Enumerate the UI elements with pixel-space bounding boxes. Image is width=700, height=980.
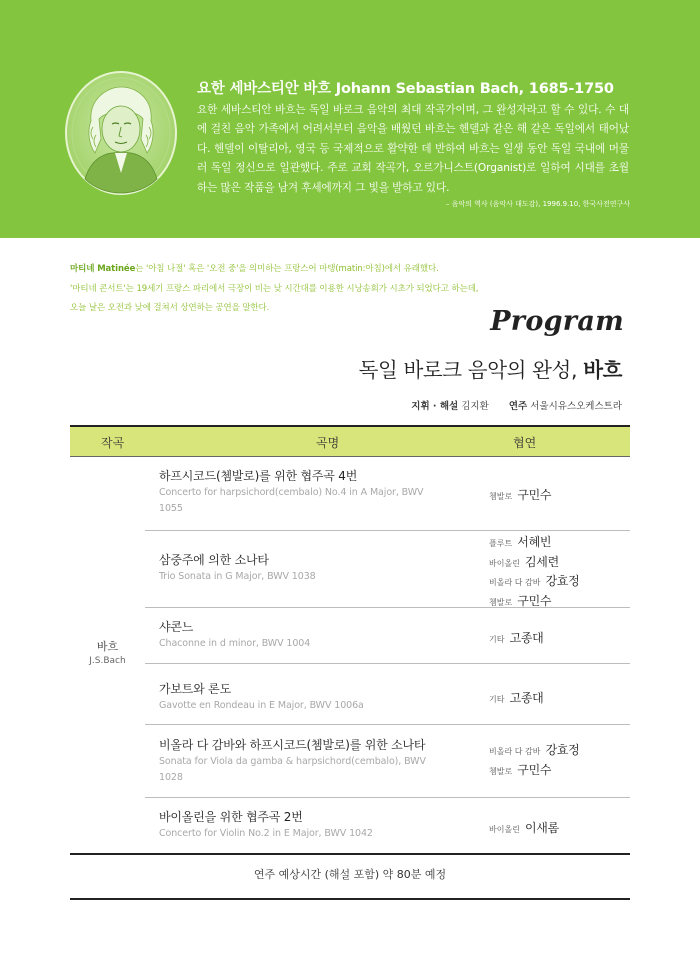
piece-title-en: Chaconne in d minor, BWV 1004 bbox=[159, 638, 311, 649]
performer-list bbox=[489, 740, 629, 780]
performer bbox=[489, 484, 629, 503]
bach-portrait-medallion bbox=[63, 69, 179, 197]
performer bbox=[489, 687, 629, 706]
piece-title-ko: 하프시코드(쳄발로)를 위한 협주곡 4번 bbox=[159, 469, 358, 483]
program-title-plain: 독일 바로크 음악의 완성, bbox=[358, 358, 578, 382]
table-row bbox=[145, 725, 630, 798]
bio-text: 요한 세바스티안 바흐는 독일 바로크 음악의 최대 작곡가이며, 그 완성자라고 할 수 있다. 수 대에 걸친 음악 가족에서 어려서부터 음악을 배웠던 바흐는 헨델과 같은 해 같은 독일에서 태어났다. 헨델이 이탈리아, 영국 등 국제적으로 활약한 데 반하여 바흐는 일생 동안 독일 국내에 머물러 독일 정신으로 일관했다. 주로 교회 작곡가, 오르가니스트(Organist)로 일하여 시대를 초월하는 많은 작품을 남겨 후세에까지 그 빛을 발하고 있다. bbox=[197, 104, 629, 194]
performer-name: 김세련 bbox=[525, 554, 559, 569]
performer-list bbox=[489, 817, 629, 836]
performer bbox=[489, 740, 629, 760]
note-term: 마티네 Matinée bbox=[70, 264, 136, 274]
table-end-rule bbox=[70, 898, 630, 900]
program-credits bbox=[411, 398, 622, 412]
performer bbox=[489, 533, 629, 553]
piece-title-ko: 삼중주에 의한 소나타 bbox=[159, 553, 269, 567]
orchestra-role: 연주 bbox=[508, 401, 528, 412]
duration-note: 연주 예상시간 (해설 포함) 약 80분 예정 bbox=[253, 868, 447, 881]
bio-source: – 음악의 역사 (음악사 대도감), 1996.9.10, 한국사전연구사 bbox=[445, 200, 630, 208]
performer-role: 플루트 bbox=[489, 539, 513, 548]
composer-name-en: J.S.Bach bbox=[89, 656, 126, 666]
performer-name: 서혜빈 bbox=[517, 535, 552, 549]
note-line-1-rest: 는 '아침 나절' 혹은 '오전 중'을 의미하는 프랑스어 마탱(matin:아침)에서 유래했다. bbox=[135, 264, 439, 274]
performer-role: 쳄발로 bbox=[489, 597, 513, 607]
header-performers: 협연 bbox=[513, 436, 537, 450]
piece-title-en: Concerto for Violin No.2 in E Major, BWV 1042 bbox=[159, 828, 373, 839]
performer-role: 바이올린 bbox=[489, 558, 520, 568]
bio-title: 요한 세바스티안 바흐 Johann Sebastian Bach, 1685-1750 bbox=[197, 81, 614, 97]
table-header bbox=[70, 425, 630, 457]
table-row bbox=[145, 608, 630, 664]
header-composer: 작곡 bbox=[101, 436, 125, 450]
note-line-1 bbox=[70, 260, 630, 280]
header-piece: 곡명 bbox=[316, 436, 340, 450]
piece-title-ko: 샤콘느 bbox=[159, 620, 194, 634]
orchestra-name: 서울시유스오케스트라 bbox=[530, 401, 622, 412]
performer bbox=[489, 627, 629, 646]
performer-role: 쳄발로 bbox=[489, 492, 513, 501]
performer-name: 구민수 bbox=[517, 488, 552, 502]
performer-list bbox=[489, 687, 629, 706]
performer bbox=[489, 572, 629, 592]
performer-name: 고종대 bbox=[509, 691, 544, 705]
piece-title-en: Sonata for Viola da gamba & harpsichord(cembalo), BWV 1028 bbox=[159, 756, 426, 783]
piece-title-en: Trio Sonata in G Major, BWV 1038 bbox=[159, 571, 316, 582]
performer-name: 구민수 bbox=[517, 593, 552, 608]
performer bbox=[489, 760, 629, 780]
conductor-role: 지휘 · 해설 bbox=[411, 401, 459, 412]
performer-name: 강효정 bbox=[545, 743, 580, 757]
program-title bbox=[359, 353, 622, 383]
performer-list bbox=[489, 533, 629, 611]
conductor-name: 김지환 bbox=[461, 401, 489, 412]
performer-name: 고종대 bbox=[509, 631, 544, 645]
performer-list bbox=[489, 484, 629, 503]
performer-name: 구민수 bbox=[517, 763, 552, 777]
piece-title-ko: 가보트와 론도 bbox=[159, 682, 231, 696]
composer-name-ko: 바흐 bbox=[96, 640, 119, 653]
piece-title-en: Gavotte en Rondeau in E Major, BWV 1006a bbox=[159, 700, 364, 711]
performer-role: 쳄발로 bbox=[489, 767, 513, 776]
piece-title-ko: 비올라 다 감바와 하프시코드(쳄발로)를 위한 소나타 bbox=[159, 738, 426, 752]
performer-role: 비올라 다 감바 bbox=[489, 747, 541, 756]
performer-role: 기타 bbox=[489, 695, 505, 704]
bio-banner bbox=[0, 0, 700, 238]
note-line-3: 오늘 날은 오전과 낮에 걸쳐서 상연하는 공연을 말한다. bbox=[70, 303, 270, 313]
table-row bbox=[145, 798, 630, 854]
performer-list bbox=[489, 627, 629, 646]
table-bottom-rule bbox=[70, 853, 630, 855]
performer-role: 비올라 다 감바 bbox=[489, 578, 541, 587]
performer-role: 기타 bbox=[489, 635, 505, 644]
table-row bbox=[145, 531, 630, 608]
performer-role: 바이올린 bbox=[489, 825, 520, 834]
program-label: Program bbox=[490, 306, 624, 337]
table-row bbox=[145, 458, 630, 531]
performer bbox=[489, 817, 629, 836]
program-title-bold: 바흐 bbox=[583, 358, 622, 382]
program-table bbox=[70, 425, 630, 881]
table-row bbox=[145, 664, 630, 725]
performer bbox=[489, 553, 629, 573]
performer-name: 강효정 bbox=[545, 574, 580, 588]
piece-title-ko: 바이올린을 위한 협주곡 2번 bbox=[159, 810, 303, 824]
performer-name: 이새롬 bbox=[525, 821, 559, 835]
composer-cell bbox=[70, 458, 145, 854]
note-line-2: '마티네 콘서트'는 19세기 프랑스 파리에서 극장이 비는 낮 시간대를 이용한 시낭송회가 시초가 되었다고 하는데, bbox=[70, 283, 479, 294]
piece-title-en: Concerto for harpsichord(cembalo) No.4 in A Major, BWV 1055 bbox=[159, 487, 424, 514]
